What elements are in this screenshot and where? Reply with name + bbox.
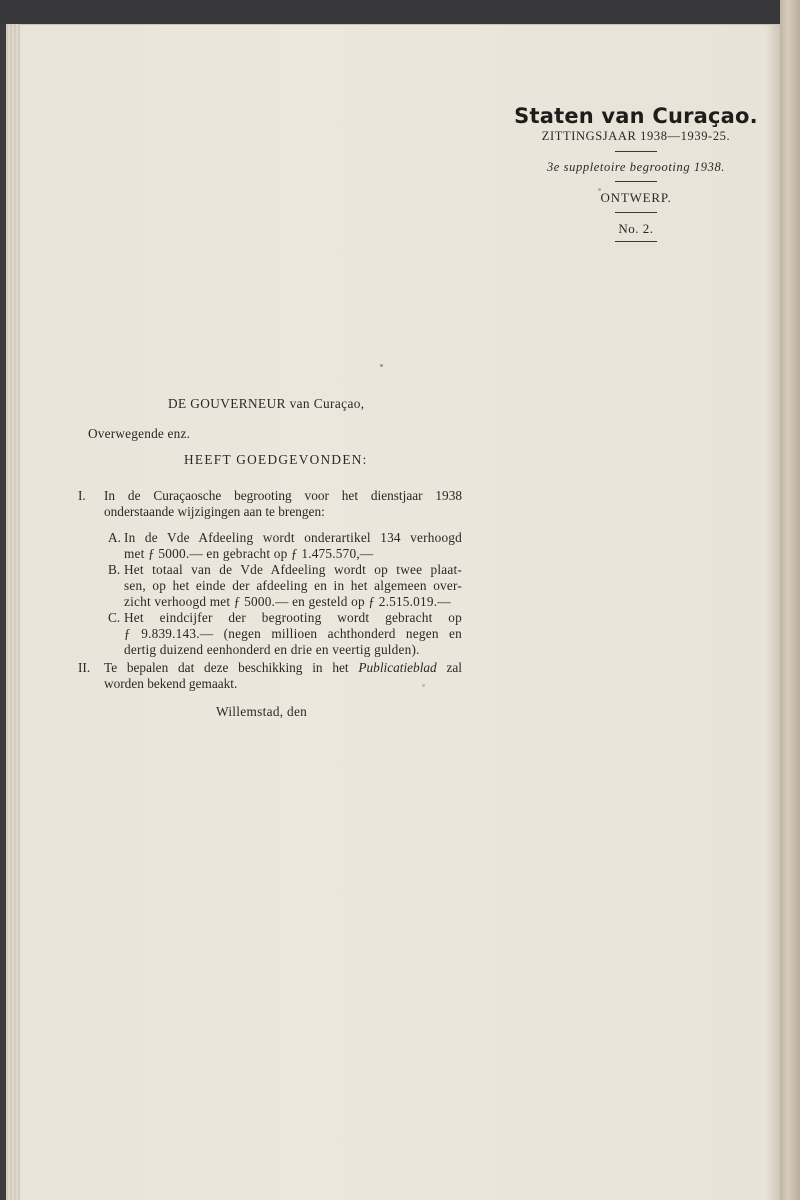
text-line: zicht verhoogd met ƒ 5000.— en gesteld op ƒ 2.515.019.— xyxy=(124,594,451,609)
text-line: dertig duizend eenhonderd en drie en veertig gulden). xyxy=(124,642,420,657)
session-year: ZITTINGSJAAR 1938—1939-25. xyxy=(541,129,731,143)
header-rule xyxy=(615,151,657,152)
article-number: II. xyxy=(78,660,91,675)
decision-heading: HEEFT GOEDGEVONDEN: xyxy=(184,452,368,467)
draft-label: ONTWERP. xyxy=(600,190,672,205)
document-page xyxy=(6,24,780,1200)
text-line: Het eindcijfer der begrooting wordt gebracht op xyxy=(124,610,462,625)
article-text xyxy=(104,660,462,692)
page-stack-edge xyxy=(6,24,20,1200)
article-number: I. xyxy=(78,488,86,503)
document-number: No. 2. xyxy=(618,221,654,236)
place-date-line: Willemstad, den xyxy=(216,704,308,719)
text-segment: zal xyxy=(446,660,462,675)
adjacent-page-edge xyxy=(780,0,800,1200)
header-rule xyxy=(615,181,657,182)
considering-clause: Overwegende enz. xyxy=(88,426,191,441)
sub-item-text xyxy=(124,530,462,562)
text-line: met ƒ 5000.— en gebracht op ƒ 1.475.570,— xyxy=(124,546,374,561)
publication-name: Publicatieblad xyxy=(358,660,437,675)
paper-speck xyxy=(380,364,383,367)
text-line: sen, op het einde der afdeeling en in het algemeen over- xyxy=(124,578,462,593)
sub-item-letter: B. xyxy=(108,562,121,577)
text-line: In de Curaçaosche begrooting voor het dienstjaar 1938 xyxy=(104,488,462,503)
header-rule xyxy=(615,212,657,213)
document-header xyxy=(506,104,766,250)
sub-item-letter: C. xyxy=(108,610,121,625)
text-line: In de Vde Afdeeling wordt onderartikel 134 verhoogd xyxy=(124,530,462,545)
governor-heading: DE GOUVERNEUR van Curaçao, xyxy=(168,396,365,411)
paper-speck xyxy=(598,188,601,191)
header-title: Staten van Curaçao. xyxy=(514,104,758,128)
text-line xyxy=(104,660,462,676)
sub-item-letter: A. xyxy=(108,530,121,545)
text-line: ƒ 9.839.143.— (negen millioen achthonderd negen en xyxy=(124,626,462,641)
article-text xyxy=(104,488,462,520)
text-line: onderstaande wijzigingen aan te brengen: xyxy=(104,504,325,519)
paper-speck xyxy=(422,684,425,687)
text-line: Het totaal van de Vde Afdeeling wordt op twee plaat- xyxy=(124,562,462,577)
supplement-label: 3e suppletoire begrooting 1938. xyxy=(546,160,726,174)
header-rule xyxy=(615,241,657,242)
sub-item-text xyxy=(124,562,462,610)
scan-background-top xyxy=(0,0,800,24)
sub-item-text xyxy=(124,610,462,658)
text-line: worden bekend gemaakt. xyxy=(104,676,238,691)
text-segment: Te bepalen dat deze beschikking in het xyxy=(104,660,349,675)
